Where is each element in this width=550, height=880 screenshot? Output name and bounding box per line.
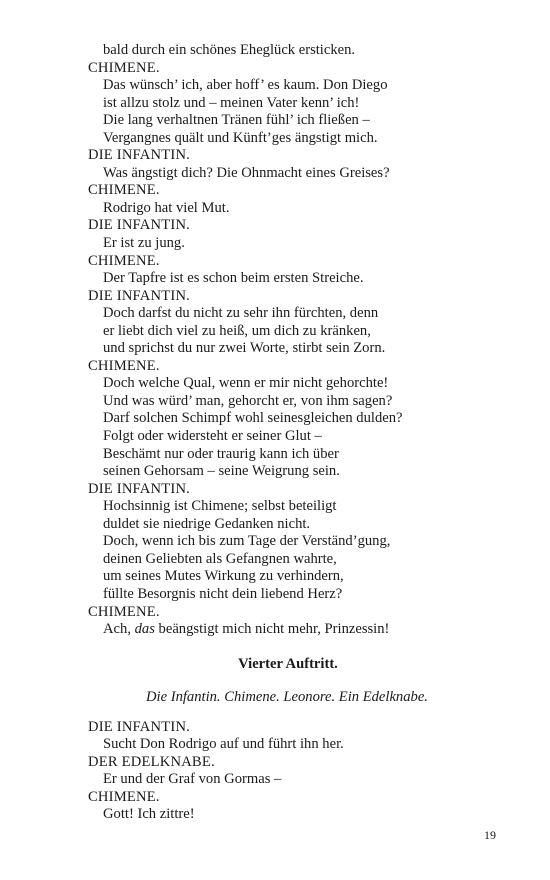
dialogue-block-2 bbox=[88, 719, 488, 824]
scene-heading: Vierter Auftritt. bbox=[238, 655, 338, 672]
verse-line: um seines Mutes Wirkung zu verhindern, bbox=[103, 568, 344, 585]
verse-line: bald durch ein schönes Eheglück ersticken. bbox=[103, 42, 356, 58]
verse-line: Hochsinnig ist Chimene; selbst beteiligt bbox=[103, 498, 337, 515]
speaker-name: DIE INFANTIN. bbox=[88, 217, 191, 234]
speaker-name: CHIMENE. bbox=[88, 252, 160, 269]
page-number: 19 bbox=[484, 828, 496, 842]
verse-line: Sucht Don Rodrigo auf und führt ihn her. bbox=[103, 736, 344, 753]
verse-line: füllte Besorgnis nicht dein liebend Herz? bbox=[103, 585, 343, 602]
stage-direction: Die Infantin. Chimene. Leonore. Ein Edelknabe. bbox=[146, 688, 428, 705]
verse-line: Was ängstigt dich? Die Ohnmacht eines Greises? bbox=[103, 164, 390, 181]
verse-line: Doch darfst du nicht zu sehr ihn fürchten, denn bbox=[103, 305, 379, 322]
speaker-name: CHIMENE. bbox=[88, 603, 160, 620]
verse-line: ist allzu stolz und – meinen Vater kenn’ ich! bbox=[103, 94, 360, 111]
speaker-name: DIE INFANTIN. bbox=[88, 147, 191, 164]
speaker-name: CHIMENE. bbox=[88, 59, 160, 76]
verse-line: deinen Geliebten als Gefangnen wahrte, bbox=[103, 550, 337, 567]
speaker-name: CHIMENE. bbox=[88, 182, 160, 199]
verse-line: Das wünsch’ ich, aber hoff’ es kaum. Don Diego bbox=[103, 77, 388, 94]
verse-line: Folgt oder widersteht er seiner Glut – bbox=[103, 428, 322, 445]
verse-line: Die lang verhaltnen Tränen fühl’ ich fließen – bbox=[103, 112, 370, 129]
page-text bbox=[88, 42, 488, 824]
verse-line: Er ist zu jung. bbox=[103, 235, 185, 252]
verse-line: Er und der Graf von Gormas – bbox=[103, 771, 282, 788]
verse-line: Ach, das beängstigt mich nicht mehr, Prinzessin! bbox=[103, 621, 390, 638]
verse-line: duldet sie niedrige Gedanken nicht. bbox=[103, 515, 311, 532]
speaker-name: CHIMENE. bbox=[88, 357, 160, 374]
dialogue-block-1 bbox=[88, 42, 488, 621]
verse-line: Vergangnes quält und Künft’ges ängstigt mich. bbox=[103, 129, 378, 146]
verse-line: Der Tapfre ist es schon beim ersten Streiche. bbox=[103, 270, 364, 287]
verse-line: Doch, wenn ich bis zum Tage der Verständ’gung, bbox=[103, 533, 391, 550]
verse-line: und sprichst du nur zwei Worte, stirbt sein Zorn. bbox=[103, 340, 386, 357]
verse-line: Gott! Ich zittre! bbox=[103, 806, 195, 823]
verse-line: Darf solchen Schimpf wohl seinesgleichen dulden? bbox=[103, 410, 403, 427]
speaker-name: DIE INFANTIN. bbox=[88, 480, 191, 497]
speaker-name: DER EDELKNABE. bbox=[88, 753, 215, 770]
verse-line: Und was würd’ man, gehorcht er, von ihm sagen? bbox=[103, 392, 393, 409]
verse-line: er liebt dich viel zu heiß, um dich zu kränken, bbox=[103, 322, 371, 339]
emphasized-word: das bbox=[134, 621, 155, 638]
verse-line: Doch welche Qual, wenn er mir nicht gehorchte! bbox=[103, 375, 389, 392]
speaker-name: DIE INFANTIN. bbox=[88, 718, 191, 735]
speaker-name: CHIMENE. bbox=[88, 788, 160, 805]
verse-line: Beschämt nur oder traurig kann ich über bbox=[103, 445, 339, 462]
verse-line: seinen Gehorsam – seine Weigrung sein. bbox=[103, 463, 340, 480]
speaker-name: DIE INFANTIN. bbox=[88, 287, 191, 304]
verse-line: Rodrigo hat viel Mut. bbox=[103, 199, 230, 216]
